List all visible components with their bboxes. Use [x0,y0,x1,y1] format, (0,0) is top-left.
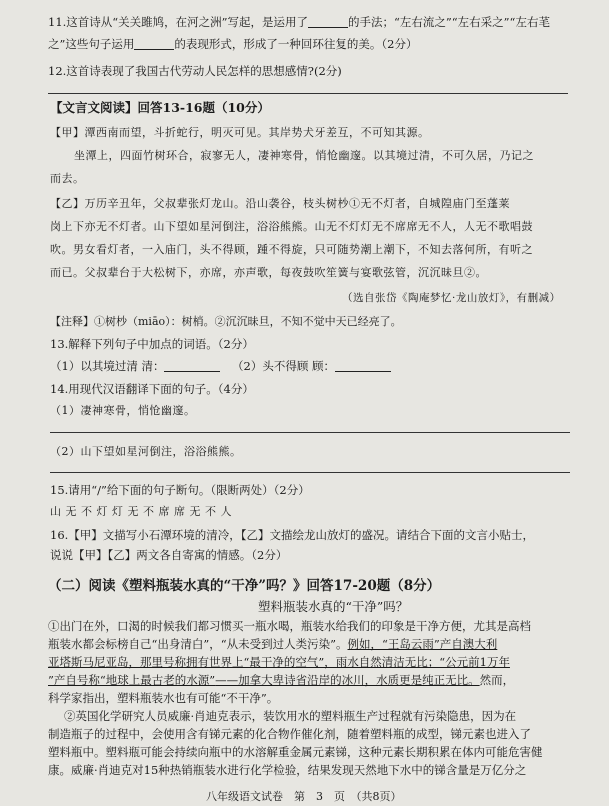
q11-line2-suffix: 的表现形式，形成了一种回环往复的美。（2分） [174,37,418,51]
p1-line-2-text: 瓶装水都会标榜自己“出身清白”，“从未受到过人类污染”。 [48,637,348,651]
p1-line-2 [48,636,497,652]
p1-line-4c: 然而， [479,673,515,687]
jia-line-1: 【甲】潭西南而望，斗折蛇行，明灭可见。其岸势犬牙差互，不可知其源。 [50,126,430,139]
q11-line1 [48,14,550,30]
q13-b-label: （2）头不得顾 顾： [232,359,335,373]
answer-blank[interactable] [164,361,220,372]
answer-blank[interactable] [308,17,348,28]
p1-line-5: 科学家指出，塑料瓶装水也有可能“不干净”。 [48,691,279,705]
q13-b [232,358,391,374]
p1-line-4 [48,672,514,688]
q13-a-label: （1）以其境过清 清： [50,359,165,373]
answer-line[interactable] [48,93,568,94]
p1-line-3: 亚塔斯马尼亚岛，那里号称拥有世界上“最干净的空气”，雨水自然清洁无比；“公元前1万年 [48,655,510,669]
p1-line-4a: ”产自号称“地球上最古老的水源” [48,673,216,687]
yi-line-2: 岗上下亦无不灯者。山下望如星河倒注，浴浴熊熊。山无不灯灯无不席席无不人，人无不歌唱鼓 [50,220,533,233]
q14-text: 14.用现代汉语翻译下面的句子。（4分） [50,382,254,396]
yi-line-1: 【乙】万历辛丑年，父叔辈张灯龙山。沿山袭谷，枝头树杪①无不灯者，自城隍庙门至蓬莱 [50,197,510,210]
p1-line-2-underlined: 例如，“王岛云雨”产自澳大利 [347,637,498,651]
p2-line-1: ②英国化学研究人员威廉·肖迪克表示，装饮用水的塑料瓶生产过程就有污染隐患，因为在 [64,709,517,723]
q16-line-1: 16.【甲】文描写小石潭环境的清冷，【乙】文描绘龙山放灯的盛况。请结合下面的文言小贴士， [50,528,535,542]
p1-line-1: ①出门在外，口渴的时候我们都习惯买一瓶水喝，瓶装水给我们的印象是干净方便，尤其是高档 [48,619,531,633]
jia-line-3: 而去。 [50,172,85,185]
answer-line[interactable] [50,472,570,473]
yi-line-3: 吹。男女看灯者，一入庙门，头不得顾，踵不得旋，只可随势潮上潮下，不知去落何所，有听之 [50,243,533,256]
yi-line-4: 而已。父叔辈台于大松树下，亦席，亦声歌，每夜鼓吹笙簧与宴歌弦管，沉沉昧旦②。 [50,266,487,279]
q13-text: 13.解释下列句子中加点的词语。（2分） [50,337,254,351]
q11-line2 [48,36,417,52]
classical-header: 【文言文阅读】回答13-16题（10分） [50,100,270,115]
source-citation: （选自张岱《陶庵梦忆·龙山放灯》，有删减） [342,292,561,304]
page-footer: 八年级语文试卷 第 3 页 （共8页） [206,790,402,803]
q11-line1-prefix: 11.这首诗从“关关雎鸠，在河之洲”写起，是运用了 [48,15,309,29]
answer-blank[interactable] [134,39,174,50]
section2-header: （二）阅读《塑料瓶装水真的“干净”吗？》回答17-20题（8分） [48,578,441,594]
q11-line2-prefix: 之”这些句子运用 [48,37,135,51]
q15-text: 15.请用“/”给下面的句子断句。（限断两处）（2分） [50,483,310,497]
p1-line-4b: ——加拿大卑诗省沿岸的冰川，水质更是纯正无比。 [215,673,480,687]
jia-line-2: 坐潭上，四面竹树环合，寂寥无人，凄神寒骨，悄怆幽邃。以其境过清，不可久居，乃记之 [74,149,534,162]
p2-line-3: 塑料瓶中。塑料瓶可能会持续向瓶中的水溶解重金属元素锑，这种元素长期积累在体内可能危害健 [48,745,543,759]
q11-line1-suffix: 的手法；“左右流之”“左右采之”“左右芼 [348,15,550,29]
answer-blank[interactable] [335,361,391,372]
p2-line-4: 康。威廉·肖迪克对15种热销瓶装水进行化学检验，结果发现天然地下水中的锑含量是万亿分之 [48,763,527,777]
q15-sentence: 山 无 不 灯 灯 无 不 席 席 无 不 人 [50,505,232,518]
p2-line-2: 制造瓶子的过程中，会使用含有锑元素的化合物作催化剂，随着塑料瓶的成型，锑元素也进入了 [48,727,531,741]
q14-a: （1）凄神寒骨，悄怆幽邃。 [50,404,196,417]
q16-line-2-visible: 说说【甲】【乙】两文各自寄寓的情感。（2分） [50,548,288,562]
q13-a [50,358,220,374]
annotation-notes: 【注释】①树杪（miāo）：树梢。②沉沉昧旦，不知不觉中天已经亮了。 [50,315,402,328]
q14-b: （2）山下望如星河倒注，浴浴熊熊。 [50,445,242,458]
answer-line[interactable] [50,432,570,433]
q12-text: 12.这首诗表现了我国古代劳动人民怎样的思想感情?(2分) [48,64,342,78]
article-title: 塑料瓶装水真的“干净”吗？ [258,599,409,614]
